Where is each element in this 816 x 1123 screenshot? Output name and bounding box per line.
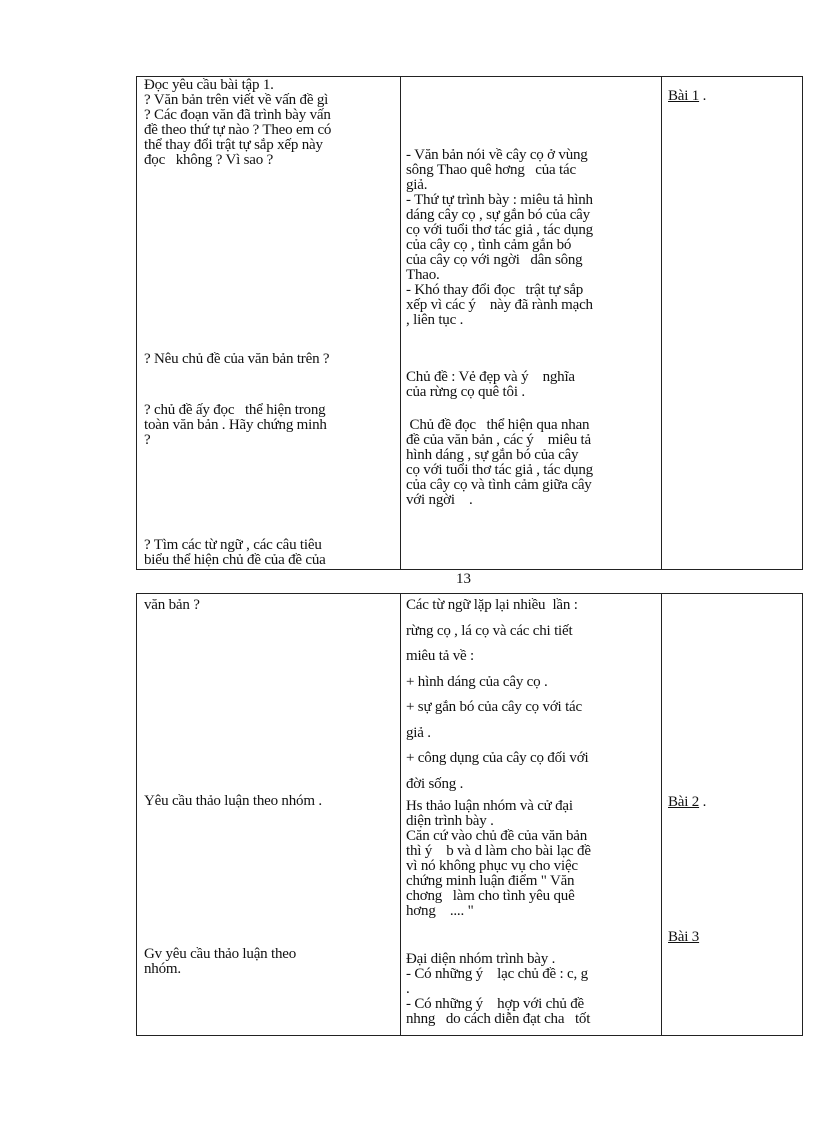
table2-exercise-label-3 [668,930,699,945]
table1-answer-1 [406,148,593,328]
text-line: ? Tìm các từ ngữ , các câu tiêu [144,537,322,553]
table1-answer-proof [406,418,593,508]
text-line: chơng làm cho tình yêu quê [406,888,575,904]
text-line: Đọc yêu cầu bài tập 1. [144,77,274,93]
text-line: vì nó không phục vụ cho việc [406,858,578,874]
text-line: . [406,981,410,997]
text-line: - Có những ý lạc chủ đề : c, g [406,966,588,982]
text-line: cọ với tuổi thơ tác giả , tác dụng [406,222,593,238]
text-line: Thao. [406,267,440,283]
column-divider [661,77,662,569]
text-line: Chủ đề : Vẻ đẹp và ý nghĩa [406,369,575,385]
text-line: với ngời . [406,492,473,508]
column-divider [400,77,401,569]
text-line: nhóm. [144,961,181,977]
table1-question-words [144,538,326,568]
text-line: giả. [406,177,428,193]
text-line: hình dáng , sự gắn bó của cây [406,447,579,463]
text-line: rừng cọ , lá cọ và các chi tiết [406,622,573,639]
table2-exercise-label-2: Bài 2 . [668,794,707,810]
text-line: văn bản ? [144,597,200,613]
text-line: ? chủ đề ấy đọc thể hiện trong [144,402,326,418]
table1-questions-1 [144,78,331,168]
text-line: , liên tục . [406,312,464,328]
exercise-label: Bài 2 [668,794,700,810]
text-line: + hình dáng của cây cọ . [406,673,548,690]
text-line: của rừng cọ quê tôi . [406,384,525,400]
text-line: của cây cọ và tình cảm giữa cây [406,477,592,493]
text-line: sông Thao quê hơng của tác [406,162,576,178]
text-line: thể thay đổi trật tự sắp xếp này [144,137,323,153]
page-number: 13 [456,571,471,587]
exercise-label: Bài 3 [668,929,700,945]
text-line: - Có những ý hợp với chủ đề [406,996,584,1012]
text-line: giả . [406,724,431,741]
text-line: đọc không ? Vì sao ? [144,152,274,168]
text-line: Yêu cầu thảo luận theo nhóm . [144,793,322,809]
text-line: - Khó thay đổi đọc trật tự sắp [406,282,584,298]
table1-question-proof [144,403,327,448]
column-divider [661,594,662,1035]
table1-exercise-label: Bài 1 . [668,88,707,104]
column-divider [400,594,401,1035]
table2-repeated-words [406,593,588,797]
text-line: ? [144,432,151,448]
text-line: xếp vì các ý này đã rành mạch [406,297,593,313]
text-line: của cây cọ , tình cảm gắn bó [406,237,572,253]
text-line: đề của văn bản , các ý miêu tả [406,432,591,448]
table1-question-topic [144,352,329,367]
text-line: cọ với tuổi thơ tác giả , tác dụng [406,462,593,478]
text-line: - Thứ tự trình bày : miêu tả hình [406,192,593,208]
text-line: - Văn bản nói về cây cọ ở vùng [406,147,588,163]
table2-discussion [144,794,322,809]
table2-question-end [144,598,200,613]
text-line: đời sống . [406,775,464,792]
text-line: ? Các đoạn văn đã trình bày vấn [144,107,331,123]
text-line: + công dụng của cây cọ đối với [406,750,589,766]
text-line: ? Văn bản trên viết về vấn đề gì [144,92,329,108]
text-line: hơng .... " [406,903,474,919]
text-line: Gv yêu cầu thảo luận theo [144,946,297,962]
table1-answer-topic [406,370,575,400]
text-line: Đại diện nhóm trình bày . [406,951,556,967]
text-line: ? Nêu chủ đề của văn bản trên ? [144,351,330,367]
text-line: chứng minh luận điểm " Văn [406,873,575,889]
text-line: của cây cọ với ngời dân sông [406,252,583,268]
text-line: Hs thảo luận nhóm và cử đại [406,798,573,814]
exercise-label: Bài 1 [668,88,700,104]
text-line: Các từ ngữ lặp lại nhiều lần : [406,597,578,613]
text-line: miêu tả về : [406,648,474,664]
text-line: đề theo thứ tự nào ? Theo em có [144,122,332,138]
text-line: + sự gắn bó của cây cọ với tác [406,699,582,715]
table2-teacher-request [144,947,296,977]
table2-group-answer [406,799,591,919]
text-line: toàn văn bản . Hãy chứng minh [144,417,327,433]
table2-group-report [406,952,590,1027]
text-line: Căn cứ vào chủ đề của văn bản [406,828,588,844]
text-line: dáng cây cọ , sự gắn bó của cây [406,207,590,223]
text-line: Chủ đề đọc thể hiện qua nhan [406,417,590,433]
text-line: nhng do cách diễn đạt cha tốt [406,1011,591,1027]
text-line: biểu thể hiện chủ đề của đề của [144,552,326,568]
text-line: thì ý b và d làm cho bài lạc đề [406,843,591,859]
text-line: diện trình bày . [406,813,494,829]
